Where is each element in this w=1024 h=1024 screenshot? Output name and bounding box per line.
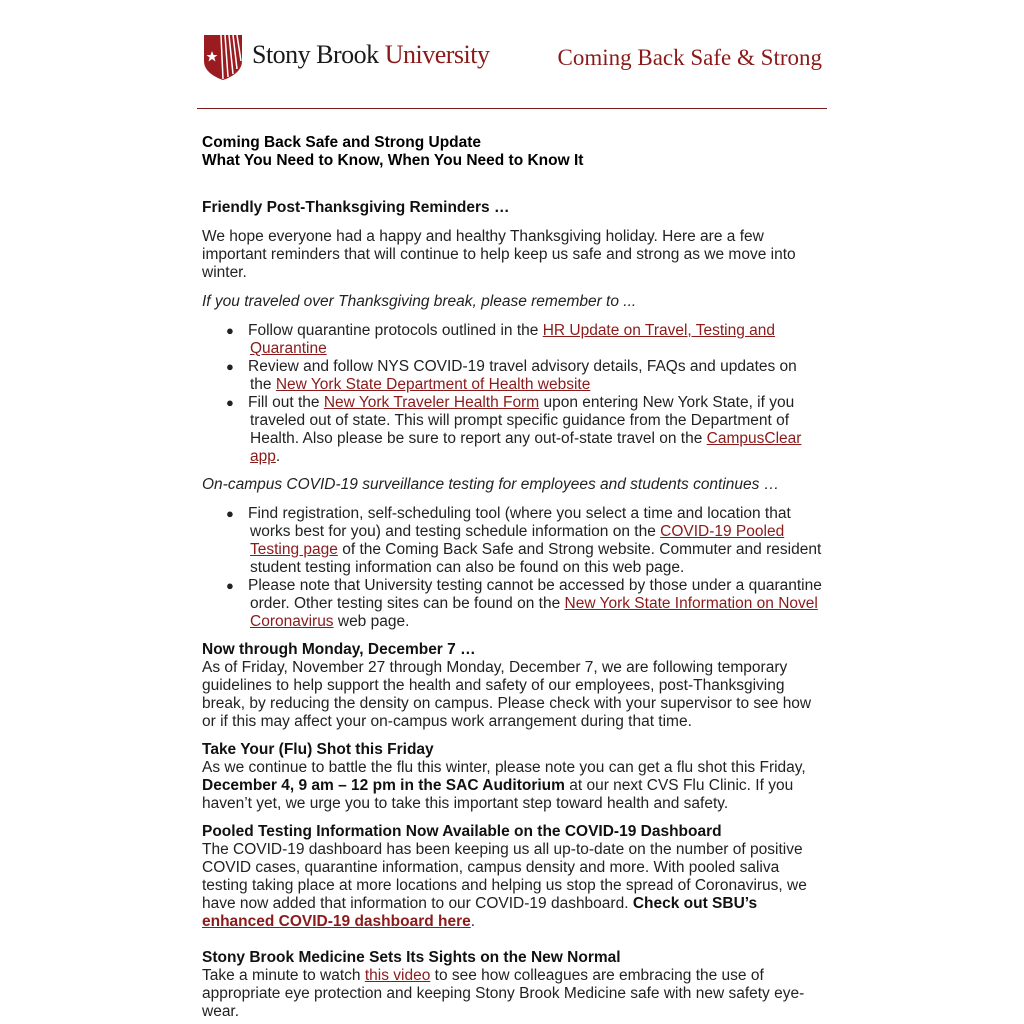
travel-list bbox=[202, 322, 822, 466]
nys-doh-link[interactable]: New York State Department of Health website bbox=[275, 376, 591, 393]
email-container bbox=[197, 0, 827, 1021]
university-logo[interactable] bbox=[202, 33, 489, 81]
bullet-text: Follow quarantine protocols outlined in the bbox=[248, 322, 543, 339]
medicine-text: Take a minute to watch bbox=[202, 967, 365, 984]
flu-text: As we continue to battle the flu this winter, please note you can get a flu shot this Friday, bbox=[202, 759, 806, 776]
reminders-intro: We hope everyone had a happy and healthy Thanksgiving holiday. Here are a few important reminders that will continue to help keep us safe and strong as we move into winter. bbox=[202, 228, 796, 281]
dashboard-text: . bbox=[470, 913, 476, 930]
bullet-text: Review and follow NYS COVID-19 travel advisory details, FAQs and updates on the bbox=[248, 358, 797, 393]
bullet-text: upon entering New York State, if you traveled out of state. This will prompt specific guidance from the Department of Health. Also please be sure to report any out-of-state travel on the bbox=[250, 394, 795, 447]
list-item bbox=[202, 505, 822, 577]
shield-icon bbox=[202, 33, 244, 81]
email-header bbox=[197, 0, 827, 109]
list-item bbox=[202, 577, 822, 631]
section-heading-flu: Take Your (Flu) Shot this Friday bbox=[202, 741, 434, 758]
section-heading-reminders: Friendly Post-Thanksgiving Reminders … bbox=[202, 199, 510, 216]
flu-body bbox=[202, 759, 822, 813]
medicine-text: to see how colleagues are embracing the use of appropriate eye protection and keeping Stony Brook Medicine safe with new safety eye-wear. bbox=[202, 967, 805, 1020]
bullet-text: . bbox=[275, 448, 281, 465]
hr-update-link[interactable]: HR Update on Travel, Testing and Quarantine bbox=[250, 322, 776, 357]
section-heading-medicine: Stony Brook Medicine Sets Its Sights on the New Normal bbox=[202, 949, 621, 966]
video-link[interactable]: this video bbox=[364, 967, 431, 984]
bullet-text: Please note that University testing cannot be accessed by those under a quarantine order. Other testing sites can be found on the bbox=[248, 577, 822, 612]
logo-text-main: Stony Brook bbox=[252, 40, 385, 69]
december-body: As of Friday, November 27 through Monday, December 7, we are following temporary guidelines to help support the health and safety of our employees, post-Thanksgiving break, by reducing the density on campus. Please check with your supervisor to see how or if this may affect your on-campus work arrangement during that time. bbox=[202, 659, 812, 730]
medicine-body bbox=[202, 967, 822, 1021]
nys-coronavirus-link[interactable]: New York State Information on Novel Coronavirus bbox=[250, 595, 818, 630]
title-line-1: Coming Back Safe and Strong Update bbox=[202, 134, 482, 151]
title-line-2: What You Need to Know, When You Need to Know It bbox=[202, 152, 584, 169]
logo-text-accent: University bbox=[384, 40, 490, 69]
dashboard-body bbox=[202, 841, 822, 931]
flu-date: December 4, 9 am – 12 pm in the SAC Auditorium bbox=[202, 777, 565, 794]
dashboard-link[interactable]: enhanced COVID-19 dashboard here bbox=[202, 913, 471, 930]
flu-text: at our next CVS Flu Clinic. If you haven’t yet, we urge you to take this important step toward health and safety. bbox=[202, 777, 794, 812]
campusclear-link[interactable]: CampusClear app bbox=[250, 430, 802, 465]
bullet-text: of the Coming Back Safe and Strong website. Commuter and resident student testing information can also be found on this web page. bbox=[250, 541, 822, 576]
bullet-text: web page. bbox=[333, 613, 410, 630]
testing-lead: On-campus COVID-19 surveillance testing for employees and students continues … bbox=[202, 476, 780, 493]
list-item bbox=[202, 358, 822, 394]
testing-list bbox=[202, 505, 822, 631]
traveler-form-link[interactable]: New York Traveler Health Form bbox=[323, 394, 540, 411]
email-body bbox=[197, 134, 827, 1021]
section-heading-december: Now through Monday, December 7 … bbox=[202, 641, 476, 658]
list-item bbox=[202, 322, 822, 358]
tagline: Coming Back Safe & Strong bbox=[557, 45, 822, 70]
logo-wordmark bbox=[252, 42, 489, 68]
bullet-text: Find registration, self-scheduling tool (where you select a time and location that works best for you) and testing schedule information on the bbox=[248, 505, 791, 540]
bullet-text: Fill out the bbox=[248, 394, 324, 411]
section-heading-dashboard: Pooled Testing Information Now Available on the COVID-19 Dashboard bbox=[202, 823, 722, 840]
dashboard-text: The COVID-19 dashboard has been keeping us all up-to-date on the number of positive COVID cases, quarantine information, campus density and more. With pooled saliva testing taking place at more locations and helping us stop the spread of Coronavirus, we have now added that information to our COVID-19 dashboard. bbox=[202, 841, 807, 912]
list-item bbox=[202, 394, 822, 466]
pooled-testing-link[interactable]: COVID-19 Pooled Testing page bbox=[250, 523, 785, 558]
email-title bbox=[202, 134, 822, 170]
dashboard-cta: Check out SBU’s bbox=[632, 895, 758, 912]
travel-lead: If you traveled over Thanksgiving break, please remember to ... bbox=[202, 293, 637, 310]
